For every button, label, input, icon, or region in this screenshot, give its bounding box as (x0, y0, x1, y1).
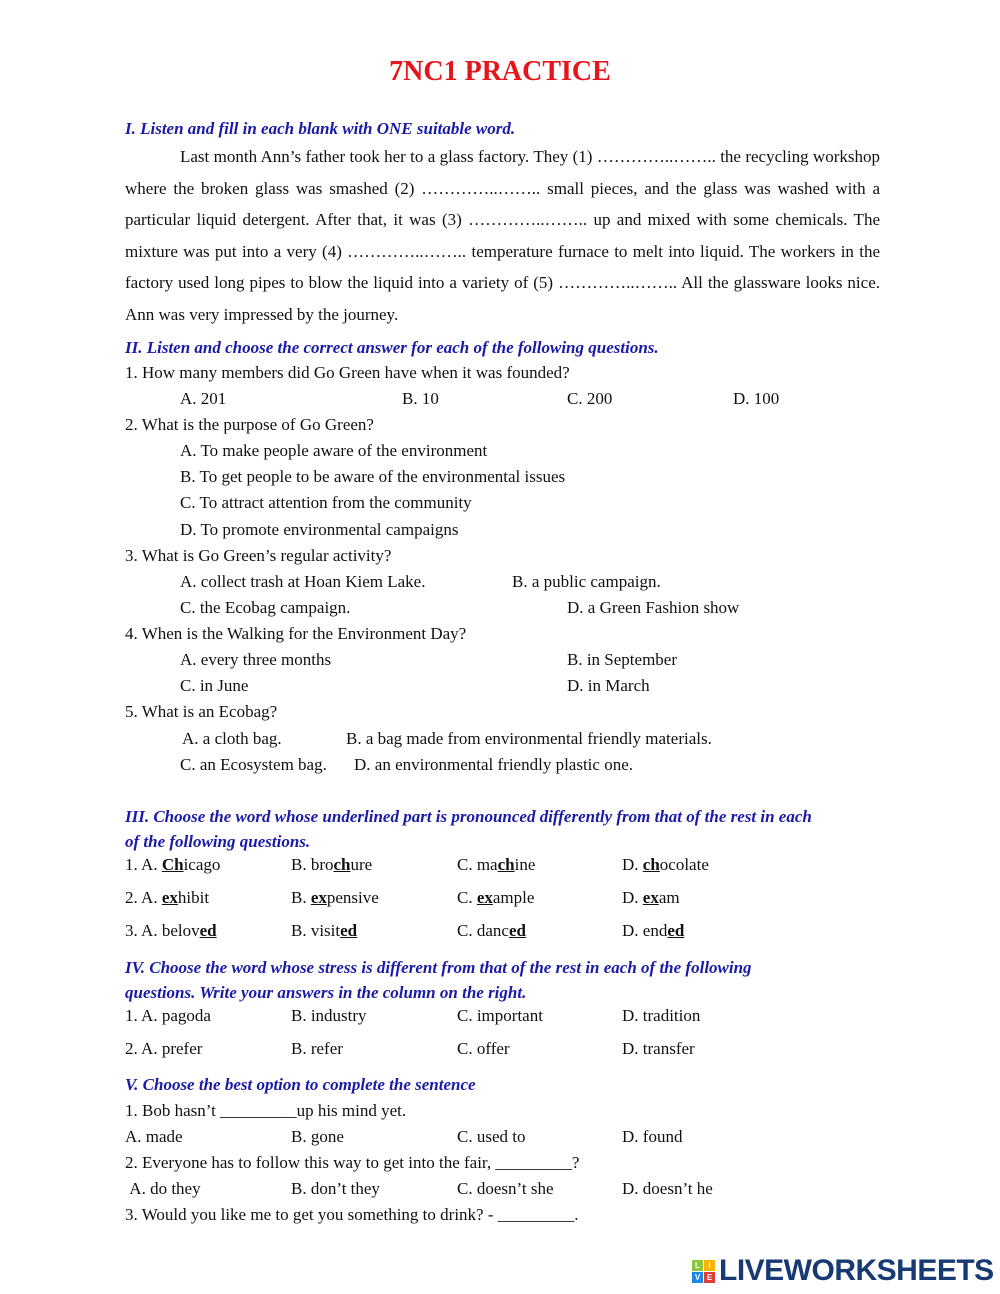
option: A. made (125, 1127, 183, 1146)
word-part: ample (492, 888, 535, 907)
option: C. important (457, 1006, 543, 1025)
underlined-part: ch (497, 855, 515, 874)
question: 1. How many members did Go Green have when it was founded? (125, 363, 570, 382)
option: A. To make people aware of the environment (180, 441, 488, 460)
section-1-paragraph: Last month Ann’s father took her to a glass factory. They (1) …………..…….. the recycling workshop where the broken glass was smashed (2) …………..…….. small pieces, and the glass was washed with a particular liquid detergent. After that, it was (3) …………..…….. up and mixed with some chemicals. The mixture was put into a very (4) …………..…….. temperature furnace to melt into liquid. The workers in the factory used long pipes to blow the liquid into a variety of (5) …………..…….. All the glassware looks nice. Ann was very impressed by the journey. (125, 147, 880, 324)
underlined-part: ch (642, 855, 660, 874)
word-part: C. danc (457, 921, 509, 940)
word-part: B. bro (291, 855, 334, 874)
option: A. do they (126, 1179, 201, 1198)
option (125, 854, 220, 876)
option (457, 854, 535, 876)
word-part: B. visit (291, 921, 341, 940)
underlined-part: ed (199, 921, 217, 940)
option (125, 887, 209, 909)
option: A. a cloth bag. (182, 729, 282, 748)
option: B. a bag made from environmental friendly materials. (346, 729, 712, 748)
question: 4. When is the Walking for the Environment Day? (125, 624, 467, 643)
section-4-heading-cont: questions. Write your answers in the column on the right. (125, 983, 527, 1002)
question: 3. Would you like me to get you something to drink? - _________. (125, 1205, 579, 1224)
logo-tile: I (704, 1260, 715, 1271)
option: C. 200 (567, 389, 613, 408)
question: 1. Bob hasn’t _________up his mind yet. (125, 1101, 407, 1120)
word-part: ure (350, 855, 373, 874)
option: B. refer (291, 1039, 343, 1058)
underlined-part: ch (333, 855, 351, 874)
option: 1. A. pagoda (125, 1006, 211, 1025)
option (622, 887, 680, 909)
word-part: D. (622, 855, 643, 874)
question: 2. Everyone has to follow this way to get into the fair, _________? (125, 1153, 580, 1172)
option: B. in September (567, 650, 678, 669)
underlined-part: ed (508, 921, 526, 940)
option: A. every three months (180, 650, 332, 669)
word-part: 3. A. belov (125, 921, 200, 940)
underlined-part: Ch (161, 855, 184, 874)
option: D. 100 (733, 389, 780, 408)
underlined-part: ex (642, 888, 659, 907)
word-part: icago (183, 855, 221, 874)
question: 2. What is the purpose of Go Green? (125, 415, 374, 434)
option (125, 920, 217, 942)
option: D. To promote environmental campaigns (180, 520, 459, 539)
option: B. a public campaign. (512, 572, 661, 591)
option: C. used to (457, 1127, 526, 1146)
underlined-part: ex (310, 888, 327, 907)
option: C. doesn’t she (457, 1179, 554, 1198)
option: B. industry (291, 1006, 367, 1025)
word-part: ine (514, 855, 536, 874)
word-part: 1. A. (125, 855, 162, 874)
option: D. a Green Fashion show (567, 598, 740, 617)
option: D. in March (567, 676, 650, 695)
underlined-part: ed (340, 921, 358, 940)
option: D. tradition (622, 1006, 701, 1025)
option (622, 854, 709, 876)
option: B. 10 (402, 389, 439, 408)
word-part: hibit (177, 888, 210, 907)
word-part: D. (622, 888, 643, 907)
word-part: pensive (326, 888, 379, 907)
option: B. gone (291, 1127, 344, 1146)
word-part: ocolate (659, 855, 709, 874)
section-4-heading: IV. Choose the word whose stress is different from that of the rest in each of the following (125, 958, 752, 977)
option: A. collect trash at Hoan Kiem Lake. (180, 572, 426, 591)
option (291, 887, 379, 909)
option: C. in June (180, 676, 249, 695)
section-2-heading: II. Listen and choose the correct answer for each of the following questions. (125, 338, 659, 357)
option: C. the Ecobag campaign. (180, 598, 351, 617)
underlined-part: ex (476, 888, 493, 907)
option (291, 854, 372, 876)
underlined-part: ex (161, 888, 178, 907)
section-1-heading: I. Listen and fill in each blank with ONE suitable word. (125, 119, 516, 138)
option: D. an environmental friendly plastic one. (354, 755, 633, 774)
option: B. don’t they (291, 1179, 380, 1198)
word-part: B. (291, 888, 311, 907)
question: 5. What is an Ecobag? (125, 702, 278, 721)
option: C. an Ecosystem bag. (180, 755, 327, 774)
option: C. To attract attention from the community (180, 493, 472, 512)
option: D. transfer (622, 1039, 695, 1058)
liveworksheets-logo (692, 1254, 994, 1288)
logo-text: LIVEWORKSHEETS (719, 1254, 994, 1287)
page-title: 7NC1 PRACTICE (389, 56, 611, 87)
section-5-heading: V. Choose the best option to complete the sentence (125, 1075, 476, 1094)
underlined-part: ed (667, 921, 685, 940)
logo-tile: V (692, 1272, 703, 1283)
logo-tile: E (704, 1272, 715, 1283)
option: A. 201 (180, 389, 227, 408)
section-3-heading: III. Choose the word whose underlined part is pronounced differently from that of the rest in each (125, 807, 812, 826)
option (457, 920, 526, 942)
option: C. offer (457, 1039, 510, 1058)
option: B. To get people to be aware of the environmental issues (180, 467, 566, 486)
option (457, 887, 534, 909)
word-part: am (658, 888, 680, 907)
option: 2. A. prefer (125, 1039, 203, 1058)
option: D. doesn’t he (622, 1179, 713, 1198)
word-part: C. (457, 888, 477, 907)
word-part: 2. A. (125, 888, 162, 907)
word-part: D. end (622, 921, 668, 940)
word-part: C. ma (457, 855, 498, 874)
section-3-heading-cont: of the following questions. (125, 832, 311, 851)
logo-tiles-icon (692, 1260, 715, 1283)
option (622, 920, 684, 942)
option: D. found (622, 1127, 683, 1146)
logo-tile: L (692, 1260, 703, 1271)
question: 3. What is Go Green’s regular activity? (125, 546, 392, 565)
option (291, 920, 357, 942)
